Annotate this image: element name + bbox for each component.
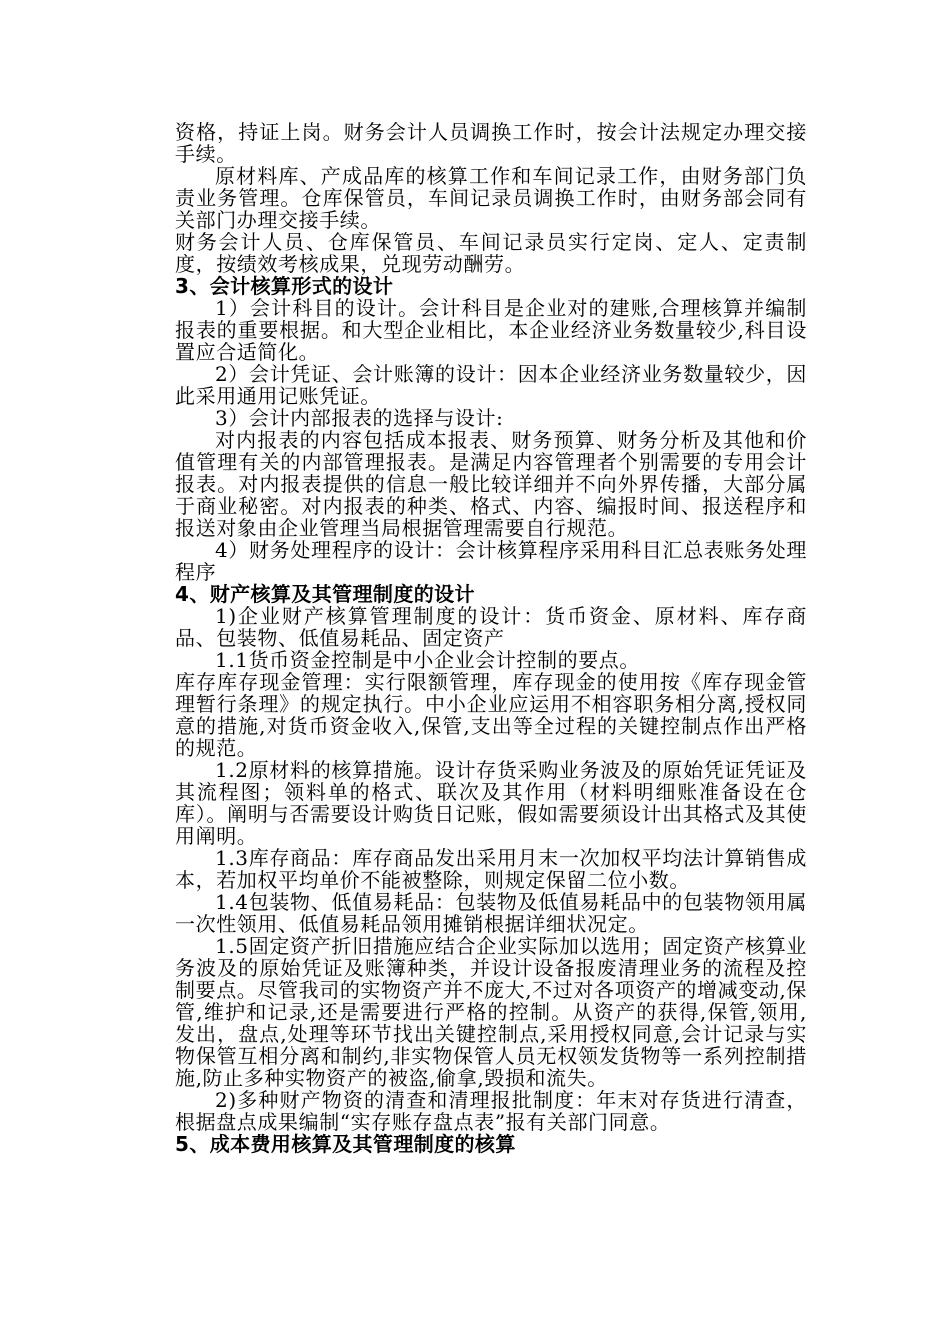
paragraph: 1)企业财产核算管理制度的设计：货币资金、原材料、库存商品、包装物、低值易耗品、固定资产 [175, 604, 807, 650]
paragraph: 财务会计人员、仓库保管员、车间记录员实行定岗、定人、定责制度，按绩效考核成果，兑现劳动酬劳。 [175, 230, 807, 276]
paragraph: 资格，持证上岗。财务会计人员调换工作时，按会计法规定办理交接手续。 [175, 120, 807, 166]
paragraph: 1.3库存商品：库存商品发出采用月末一次加权平均法计算销售成本，若加权平均单价不能被整除，则规定保留二位小数。 [175, 846, 807, 892]
paragraph: 3）会计内部报表的选择与设计: [215, 406, 504, 430]
paragraph: 2）会计凭证、会计账簿的设计：因本企业经济业务数量较少，因此采用通用记账凭证。 [175, 362, 807, 408]
paragraph: 库存库存现金管理：实行限额管理，库存现金的使用按《库存现金管理暂行条理》的规定执行。中小企业应运用不相容职务相分离,授权同意的措施,对货币资金收入,保管,支出等全过程的关键控制点作出严格的规范。 [175, 670, 807, 760]
section-heading: 4、财产核算及其管理制度的设计 [175, 582, 475, 606]
section-heading: 5、成本费用核算及其管理制度的核算 [175, 1132, 516, 1156]
paragraph: 2)多种财产物资的清查和清理报批制度：年末对存货进行清查，根据盘点成果编制“实存账存盘点表”报有关部门同意。 [175, 1088, 807, 1134]
paragraph: 4）财务处理程序的设计：会计核算程序采用科目汇总表账务处理程序 [175, 538, 807, 584]
paragraph: 1.5固定资产折旧措施应结合企业实际加以选用；固定资产核算业务波及的原始凭证及账簿种类，并设计设备报废清理业务的流程及控制要点。尽管我司的实物资产并不庞大,不过对各项资产的增减变动,保管,维护和记录,还是需要进行严格的控制。从资产的获得,保管,领用,发出，盘点,处理等环节找出关键控制点,采用授权同意,会计记录与实物保管互相分离和制约,非实物保管人员无权领发货物等一系列控制措施,防止多种实物资产的被盗,偷拿,毁损和流失。 [175, 934, 807, 1090]
paragraph: 1.4包装物、低值易耗品：包装物及低值易耗品中的包装物领用属一次性领用、低值易耗品领用摊销根据详细状况定。 [175, 890, 807, 936]
paragraph: 1.2原材料的核算措施。设计存货采购业务波及的原始凭证凭证及其流程图；领料单的格式、联次及其作用（材料明细账准备设在仓库）。阐明与否需要设计购货日记账，假如需要须设计出其格式及其使用阐明。 [175, 758, 807, 848]
document-page [175, 121, 807, 1155]
paragraph: 1）会计科目的设计。会计科目是企业对的建账,合理核算并编制报表的重要根据。和大型企业相比，本企业经济业务数量较少,科目设置应合适简化。 [175, 296, 807, 364]
paragraph: 1.1货币资金控制是中小企业会计控制的要点。 [215, 648, 641, 672]
section-heading: 3、会计核算形式的设计 [175, 274, 394, 298]
paragraph: 原材料库、产成品库的核算工作和车间记录工作，由财务部门负责业务管理。仓库保管员，车间记录员调换工作时，由财务部会同有关部门办理交接手续。 [175, 164, 807, 232]
paragraph: 对内报表的内容包括成本报表、财务预算、财务分析及其他和价值管理有关的内部管理报表。是满足内容管理者个别需要的专用会计报表。对内报表提供的信息一般比较详细并不向外界传播，大部分属于商业秘密。对内报表的种类、格式、内容、编报时间、报送程序和报送对象由企业管理当局根据管理需要自行规范。 [175, 428, 807, 540]
